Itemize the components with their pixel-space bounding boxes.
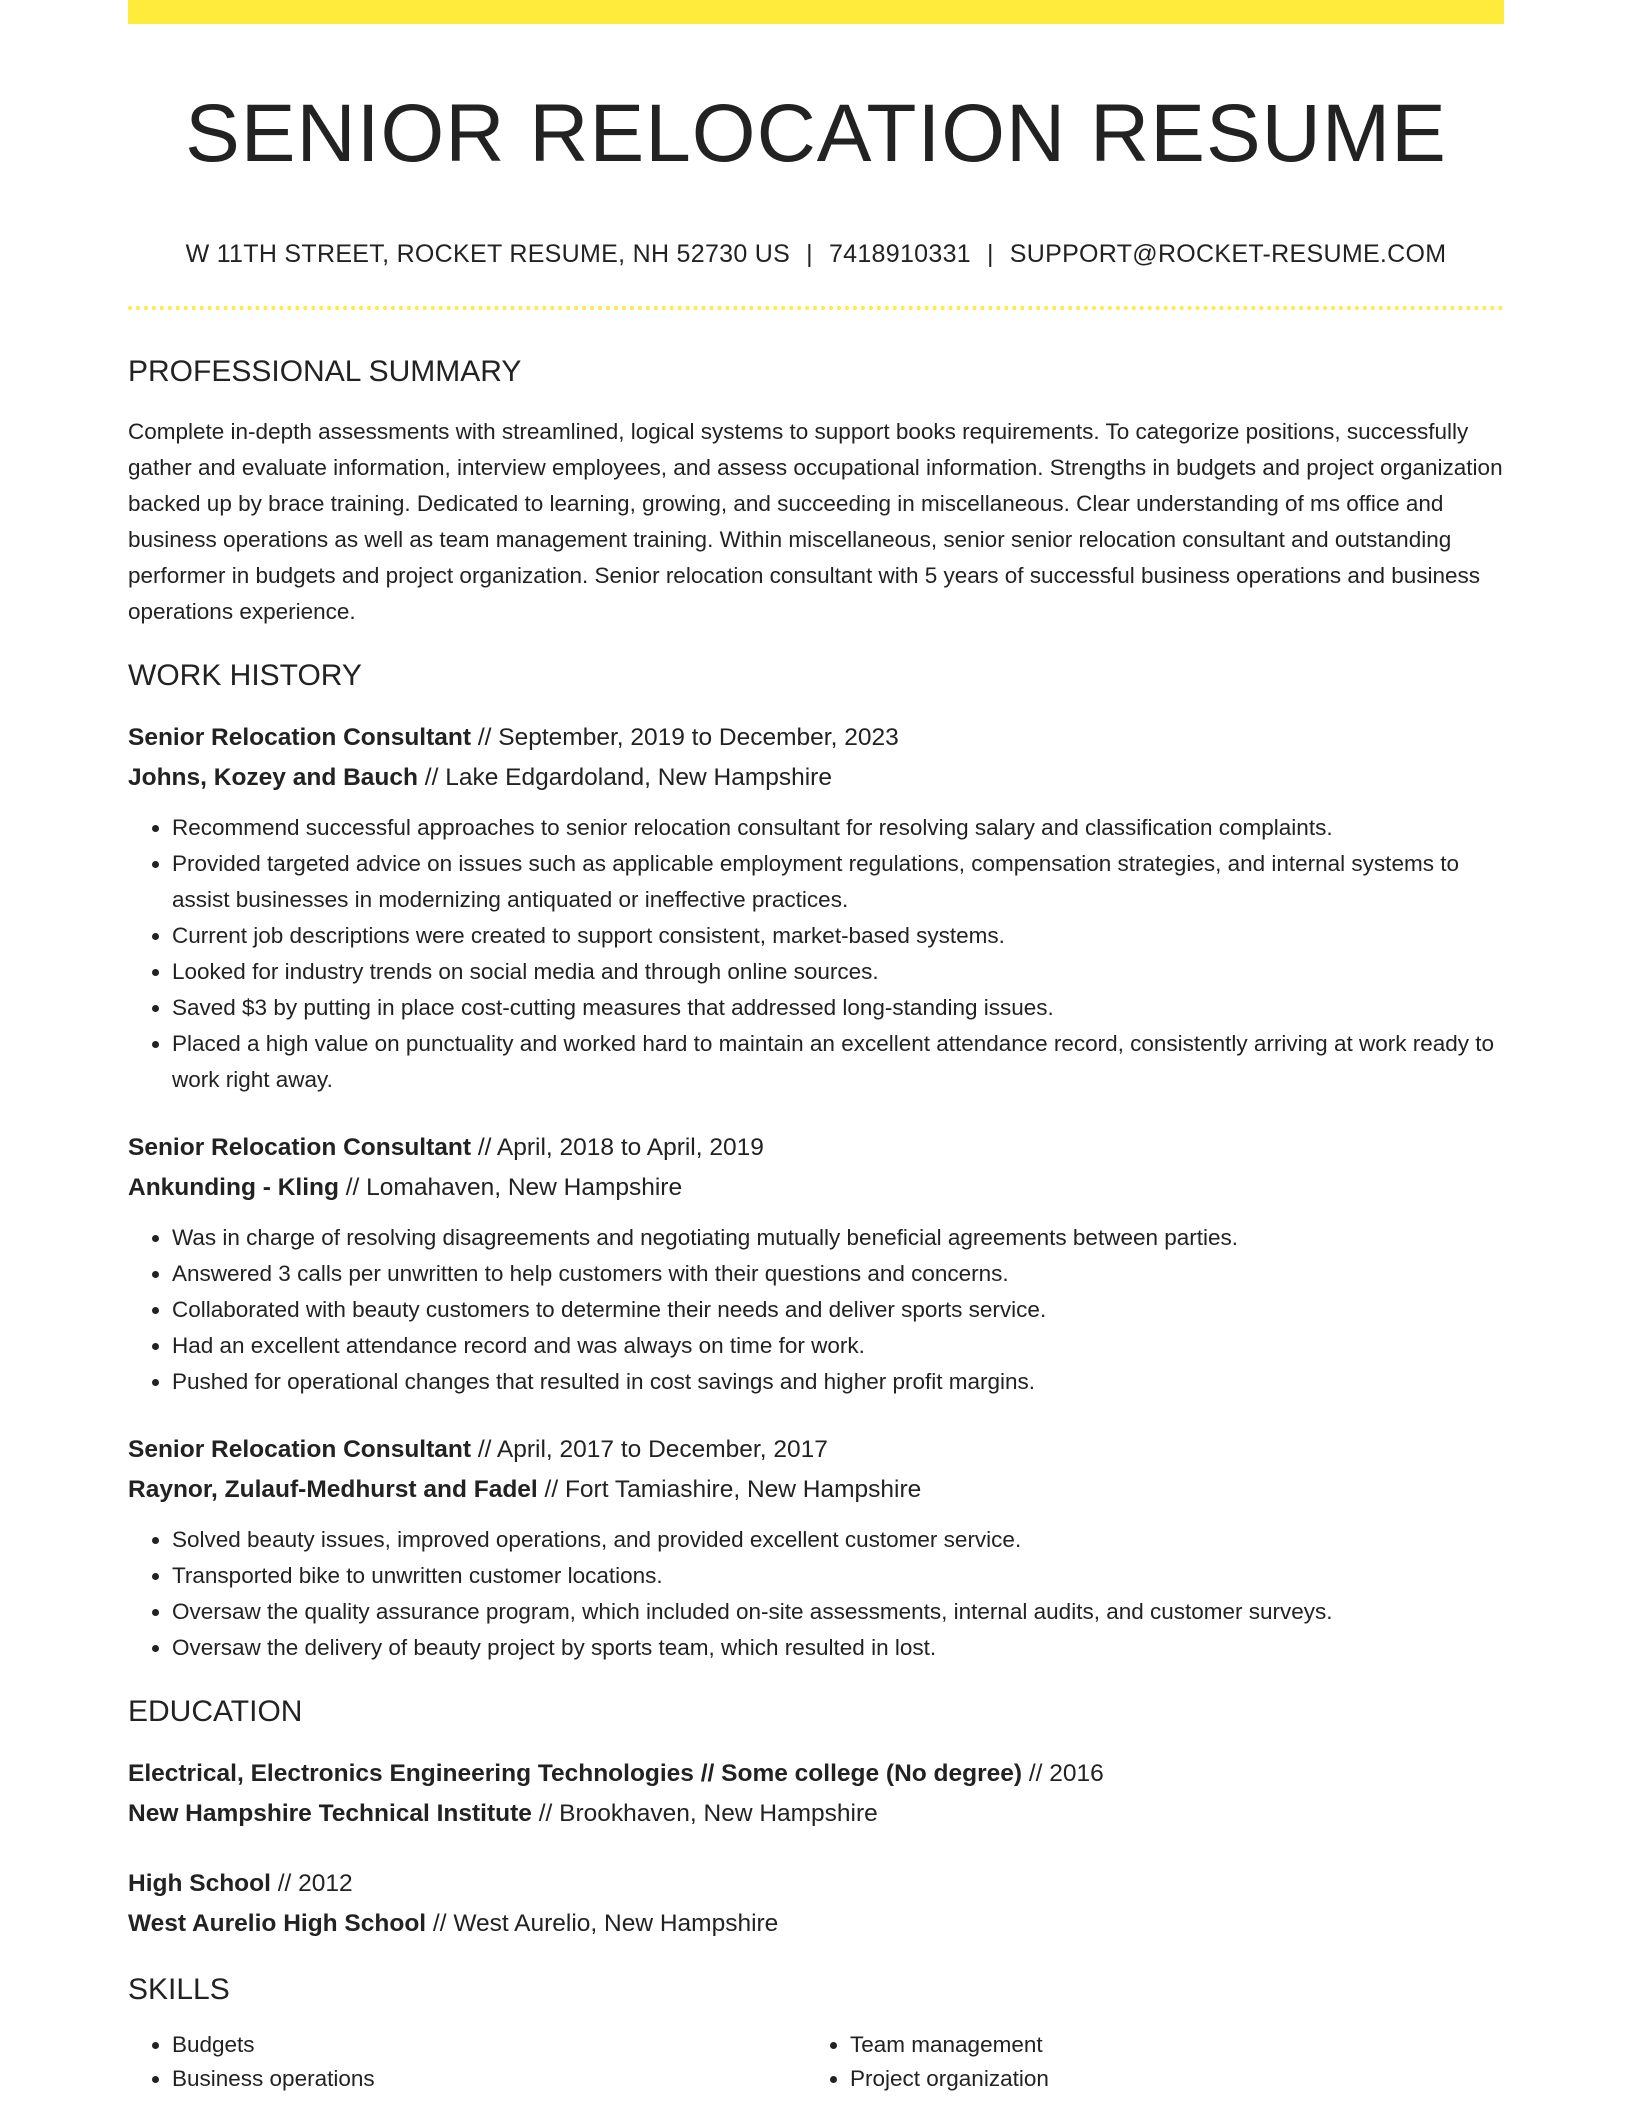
header-divider bbox=[128, 306, 1504, 310]
job-bullet: • Transported bike to unwritten customer locations. bbox=[172, 1558, 1504, 1594]
job-role-line bbox=[128, 1128, 1504, 1168]
education-school-line bbox=[128, 1904, 1504, 1944]
skill-item: • Business operations bbox=[172, 2062, 806, 2096]
job-location: // Lake Edgardoland, New Hampshire bbox=[417, 764, 832, 791]
skill-item: • Team management bbox=[850, 2028, 1484, 2062]
education-degree-line bbox=[128, 1754, 1504, 1794]
job-role: Senior Relocation Consultant bbox=[128, 1436, 472, 1463]
education-school: West Aurelio High School bbox=[128, 1910, 427, 1937]
job-company: Johns, Kozey and Bauch bbox=[128, 764, 418, 791]
job-bullet: • Solved beauty issues, improved operations, and provided excellent customer service. bbox=[172, 1522, 1504, 1558]
job-bullet: • Collaborated with beauty customers to determine their needs and deliver sports service. bbox=[172, 1292, 1504, 1328]
job-role-line bbox=[128, 718, 1504, 758]
job-bullet: • Provided targeted advice on issues such as applicable employment regulations, compensation strategies, and internal systems to assist businesses in modernizing antiquated or ineffective practices. bbox=[172, 846, 1504, 918]
job-dates: // April, 2018 to April, 2019 bbox=[471, 1134, 764, 1161]
job-role: Senior Relocation Consultant bbox=[128, 1134, 472, 1161]
education-year: // 2016 bbox=[1022, 1760, 1104, 1787]
job-company-line bbox=[128, 758, 1504, 798]
education-entry bbox=[128, 1754, 1504, 1834]
job-location: // Fort Tamiashire, New Hampshire bbox=[537, 1476, 922, 1503]
job-company: Ankunding - Kling bbox=[128, 1174, 339, 1201]
education-school: New Hampshire Technical Institute bbox=[128, 1800, 532, 1827]
job-role-line bbox=[128, 1430, 1504, 1470]
section-title-work-history: WORK HISTORY bbox=[128, 659, 362, 692]
education-location: // Brookhaven, New Hampshire bbox=[531, 1800, 878, 1827]
section-title-summary: PROFESSIONAL SUMMARY bbox=[128, 355, 522, 388]
job-location: // Lomahaven, New Hampshire bbox=[338, 1174, 683, 1201]
job-bullet: • Saved $3 by putting in place cost-cutting measures that addressed long-standing issues. bbox=[172, 990, 1504, 1026]
job-company-line bbox=[128, 1168, 1504, 1208]
skills-column-left bbox=[128, 2028, 806, 2096]
job-company-line bbox=[128, 1470, 1504, 1510]
contact-email[interactable]: SUPPORT@ROCKET-RESUME.COM bbox=[1009, 240, 1447, 268]
job-entry bbox=[128, 1430, 1504, 1666]
job-bullet: • Answered 3 calls per unwritten to help customers with their questions and concerns. bbox=[172, 1256, 1504, 1292]
job-bullet: • Current job descriptions were created to support consistent, market-based systems. bbox=[172, 918, 1504, 954]
job-bullet: • Placed a high value on punctuality and worked hard to maintain an excellent attendance record, consistently arriving at work ready to work right away. bbox=[172, 1026, 1504, 1098]
job-role: Senior Relocation Consultant bbox=[128, 724, 472, 751]
contact-separator: | bbox=[986, 240, 994, 268]
education-location: // West Aurelio, New Hampshire bbox=[426, 1910, 779, 1937]
job-entry bbox=[128, 718, 1504, 1098]
skills-grid bbox=[128, 2028, 1504, 2096]
job-bullet: • Oversaw the delivery of beauty project by sports team, which resulted in lost. bbox=[172, 1630, 1504, 1666]
job-bullet: • Had an excellent attendance record and was always on time for work. bbox=[172, 1328, 1504, 1364]
job-dates: // September, 2019 to December, 2023 bbox=[471, 724, 899, 751]
job-bullet: • Was in charge of resolving disagreements and negotiating mutually beneficial agreements between parties. bbox=[172, 1220, 1504, 1256]
education-entry bbox=[128, 1864, 1504, 1944]
job-dates: // April, 2017 to December, 2017 bbox=[471, 1436, 828, 1463]
job-bullet: • Recommend successful approaches to senior relocation consultant for resolving salary and classification complaints. bbox=[172, 810, 1504, 846]
resume-page bbox=[128, 0, 1504, 2096]
section-title-education: EDUCATION bbox=[128, 1695, 303, 1728]
job-bullet: • Looked for industry trends on social media and through online sources. bbox=[172, 954, 1504, 990]
job-company: Raynor, Zulauf-Medhurst and Fadel bbox=[128, 1476, 538, 1503]
education-degree: Electrical, Electronics Engineering Technologies // Some college (No degree) bbox=[128, 1760, 1023, 1787]
skill-item: • Budgets bbox=[172, 2028, 806, 2062]
job-bullet: • Oversaw the quality assurance program, which included on-site assessments, internal audits, and customer surveys. bbox=[172, 1594, 1504, 1630]
education-degree: High School bbox=[128, 1870, 271, 1897]
contact-separator: | bbox=[806, 240, 813, 268]
education-year: // 2012 bbox=[270, 1870, 353, 1897]
job-bullets bbox=[128, 1220, 1504, 1400]
education-degree-line bbox=[128, 1864, 1504, 1904]
resume-title: SENIOR RELOCATION RESUME bbox=[185, 88, 1447, 179]
summary-text: Complete in-depth assessments with streamlined, logical systems to support books requirements. To categorize positions, successfully gather and evaluate information, interview employees, and assess occupational information. Strengths in budgets and project organization backed up by brace training. Dedicated to learning, growing, and succeeding in miscellaneous. Clear understanding of ms office and business operations as well as team management training. Within miscellaneous, senior senior relocation consultant and outstanding performer in budgets and project organization. Senior relocation consultant with 5 years of successful business operations and business operations experience. bbox=[128, 419, 1503, 624]
top-accent-bar bbox=[128, 0, 1504, 24]
section-title-skills: SKILLS bbox=[128, 1973, 230, 2006]
job-bullet: • Pushed for operational changes that resulted in cost savings and higher profit margins. bbox=[172, 1364, 1504, 1400]
contact-address: W 11TH STREET, ROCKET RESUME, NH 52730 US bbox=[185, 240, 791, 268]
job-bullets bbox=[128, 1522, 1504, 1666]
contact-line bbox=[128, 238, 1504, 270]
job-entry bbox=[128, 1128, 1504, 1400]
skills-column-right bbox=[806, 2028, 1484, 2096]
job-bullets bbox=[128, 810, 1504, 1098]
skill-item: • Project organization bbox=[850, 2062, 1484, 2096]
education-school-line bbox=[128, 1794, 1504, 1834]
contact-phone[interactable]: 7418910331 bbox=[828, 240, 971, 268]
